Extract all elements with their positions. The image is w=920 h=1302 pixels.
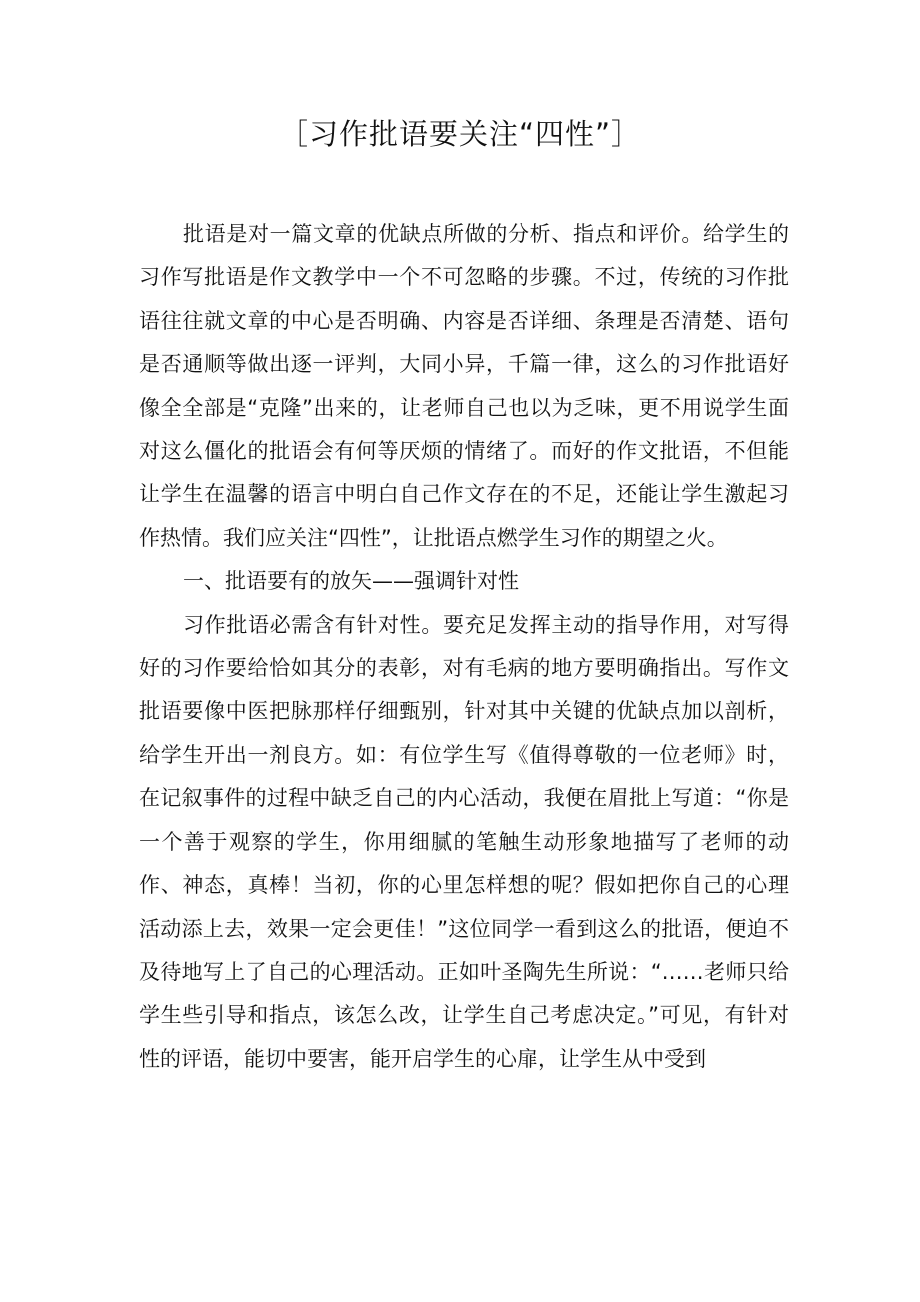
paragraph-section-1: 习作批语必需含有针对性。要充足发挥主动的指导作用，对写得好的习作要给恰如其分的表彰，对有毛病的地方要明确指出。写作文批语要像中医把脉那样仔细甄别，针对其中关键的优缺点加以剖析，给学生开出一剂良方。如：有位学生写《值得尊敬的一位老师》时，在记叙事件的过程中缺乏自己的内心活动，我便在眉批上写道：“你是一个善于观察的学生，你用细腻的笔触生动形象地描写了老师的动作、神态，真棒！当初，你的心里怎样想的呢？假如把你自己的心理活动添上去，效果一定会更佳！”这位同学一看到这么的批语，便迫不及待地写上了自己的心理活动。正如叶圣陶先生所说：“……老师只给学生些引导和指点，该怎么改，让学生自己考虑决定。”可见，有针对性的评语，能切中要害，能开启学生的心扉，让学生从中受到 [139, 612, 789, 1071]
document-body [139, 213, 789, 1081]
paragraph-intro: 批语是对一篇文章的优缺点所做的分析、指点和评价。给学生的习作写批语是作文教学中一个不可忽略的步骤。不过，传统的习作批语往往就文章的中心是否明确、内容是否详细、条理是否清楚、语句是否通顺等做出逐一评判，大同小异，千篇一律，这么的习作批语好像全全部是“克隆”出来的，让老师自己也以为乏味，更不用说学生面对这么僵化的批语会有何等厌烦的情绪了。而好的作文批语，不但能让学生在温馨的语言中明白自己作文存在的不足，还能让学生激起习作热情。我们应关注“四性”，让批语点燃学生习作的期望之火。 [139, 222, 789, 550]
document-title: ［习作批语要关注“四性”］ [278, 117, 642, 151]
section-heading-1: 一、批语要有的放矢——强调针对性 [183, 569, 519, 594]
